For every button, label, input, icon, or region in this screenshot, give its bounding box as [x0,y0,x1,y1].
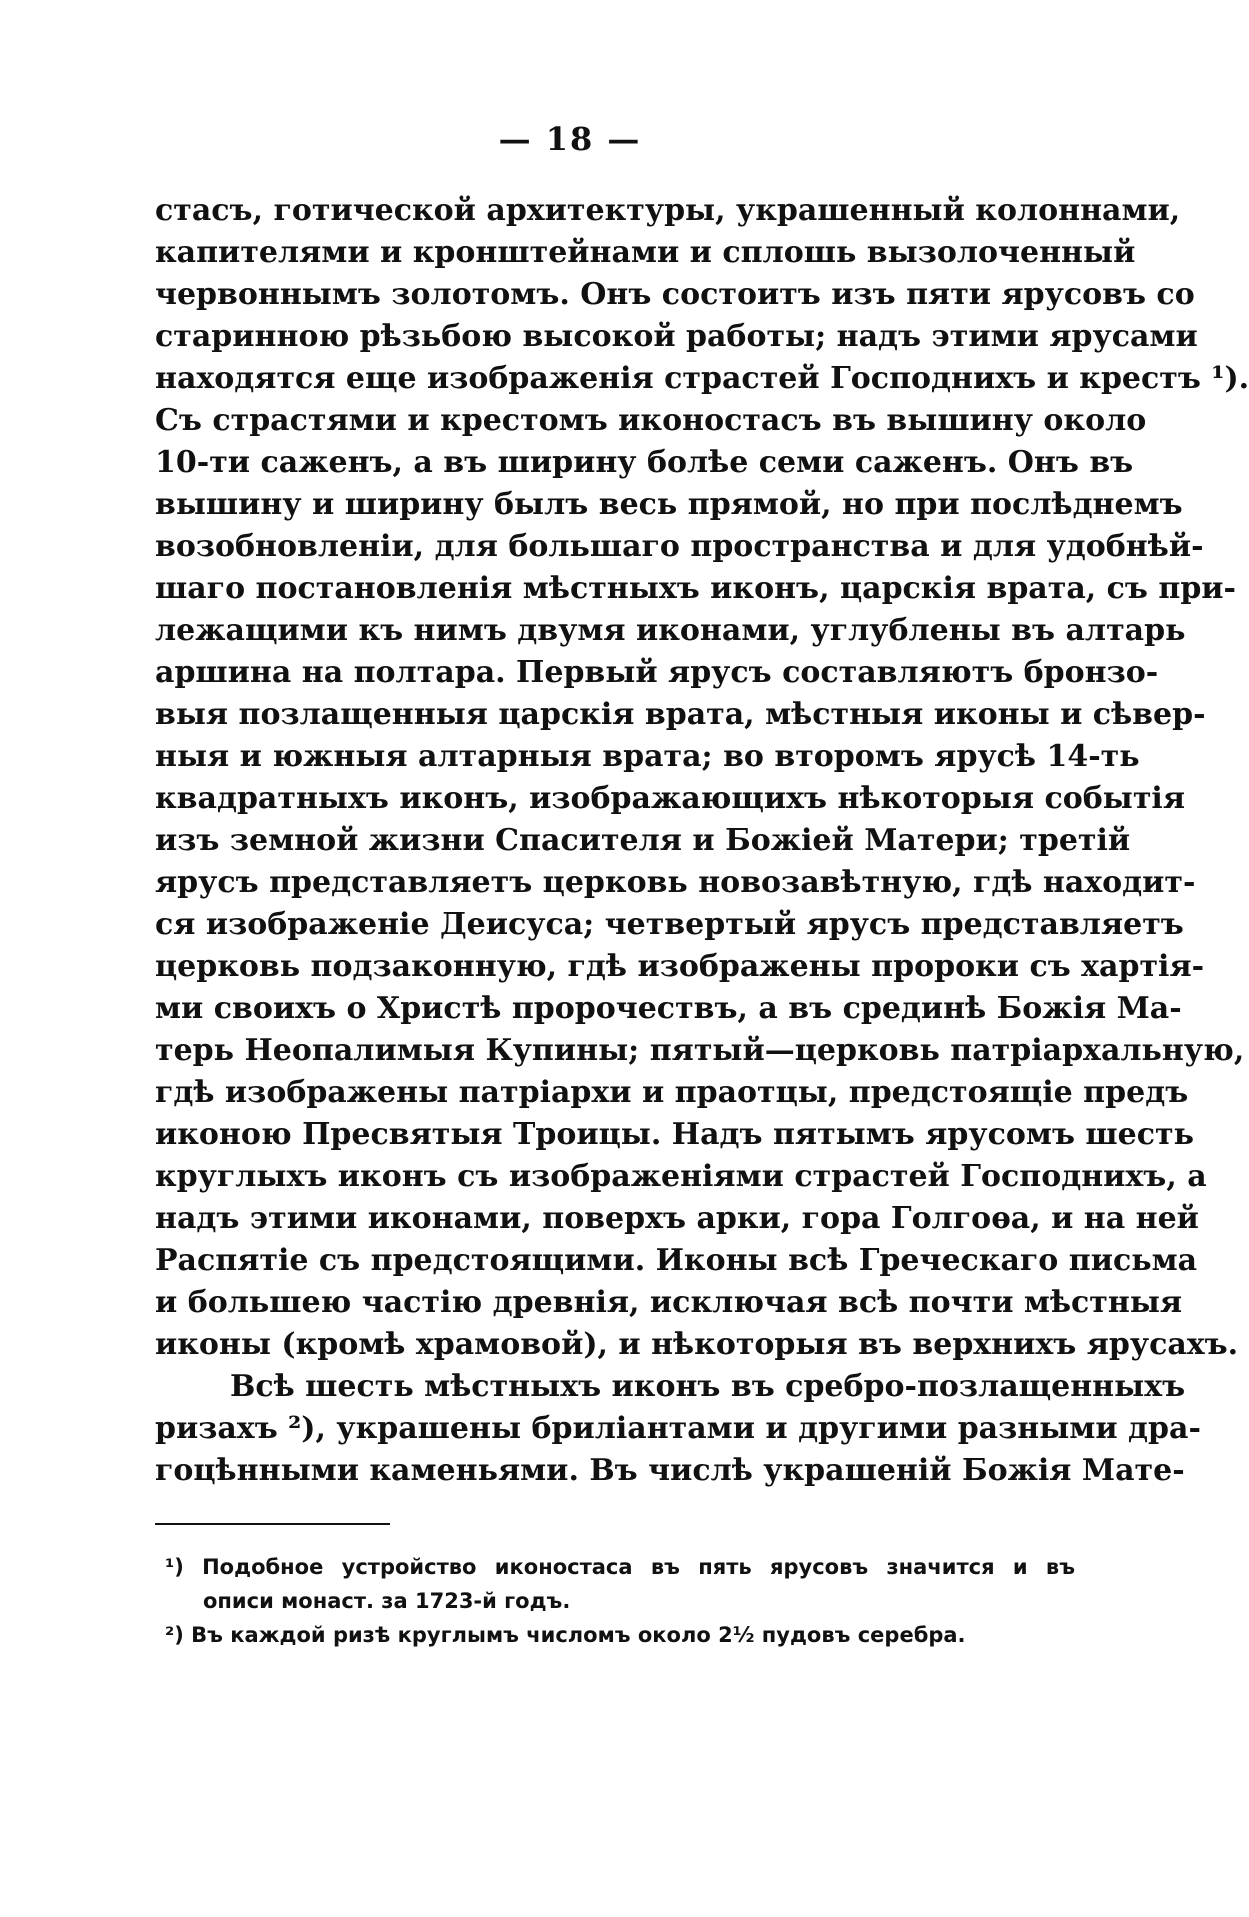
text-line: круглыхъ иконъ съ изображеніями страстей Господнихъ, а [155,1159,1207,1194]
text-line: ми своихъ о Христѣ пророчествъ, а въ срединѣ Божія Ма- [155,991,1182,1026]
footnote-1: ¹) Подобное устройство иконостаса въ пять ярусовъ значится и въ [165,1555,1075,1579]
text-line: ныя и южныя алтарныя врата; во второмъ ярусѣ 14-ть [155,739,1140,774]
text-line: выя позлащенныя царскія врата, мѣстныя иконы и сѣвер- [155,697,1206,732]
text-line: изъ земной жизни Спасителя и Божіей Матери; третій [155,823,1131,858]
footnote-1-continuation: описи монаст. за 1723-й годъ. [203,1589,571,1613]
text-line: возобновленіи, для большаго пространства и для удобнѣй- [155,529,1204,564]
text-line: церковь подзаконную, гдѣ изображены пророки съ хартія- [155,949,1205,984]
body-text [155,190,1249,1492]
text-line: Распятіе съ предстоящими. Иконы всѣ Греческаго письма [155,1243,1198,1278]
text-line: гдѣ изображены патріархи и праотцы, предстоящіе предъ [155,1075,1189,1110]
text-line: капителями и кронштейнами и сплошь вызолоченный [155,235,1136,270]
text-line: квадратныхъ иконъ, изображающихъ нѣкоторыя событія [155,781,1185,816]
text-line: ся изображеніе Деисуса; четвертый ярусъ представляетъ [155,907,1184,942]
text-line: иконою Пресвятыя Троицы. Надъ пятымъ ярусомъ шесть [155,1117,1194,1152]
text-line: 10-ти саженъ, а въ ширину болѣе семи саженъ. Онъ въ [155,445,1134,480]
text-line: Съ страстями и крестомъ иконостасъ въ вышину около [155,403,1147,438]
text-line: шаго постановленія мѣстныхъ иконъ, царскія врата, съ при- [155,571,1237,606]
paragraph-first-line: Всѣ шесть мѣстныхъ иконъ въ сребро-позлащенныхъ [230,1369,1186,1404]
footnote-separator [155,1523,390,1525]
text-line: надъ этими иконами, поверхъ арки, гора Голгоѳа, и на ней [155,1201,1199,1236]
text-line: находятся еще изображенія страстей Господнихъ и крестъ ¹). [155,361,1249,396]
text-line: вышину и ширину былъ весь прямой, но при послѣднемъ [155,487,1183,522]
page-number: — 18 — [498,120,642,158]
text-line: иконы (кромѣ храмовой), и нѣкоторыя въ верхнихъ ярусахъ. [155,1327,1239,1362]
footnotes [165,1550,1075,1652]
text-line: лежащими къ нимъ двумя иконами, углублены въ алтарь [155,613,1186,648]
text-line: аршина на полтара. Первый ярусъ составляютъ бронзо- [155,655,1159,690]
footnote-2: ²) Въ каждой ризѣ круглымъ числомъ около 2½ пудовъ серебра. [165,1623,966,1647]
text-line: ярусъ представляетъ церковь новозавѣтную, гдѣ находит- [155,865,1196,900]
text-line: терь Неопалимыя Купины; пятый—церковь патріархальную, [155,1033,1245,1068]
text-line: и большею частію древнія, исключая всѣ почти мѣстныя [155,1285,1183,1320]
text-line: гоцѣнными каменьями. Въ числѣ украшеній Божія Мате- [155,1453,1185,1488]
text-line: червоннымъ золотомъ. Онъ состоитъ изъ пяти ярусовъ со [155,277,1195,312]
text-line: стасъ, готической архитектуры, украшенный колоннами, [155,193,1181,228]
text-line: ризахъ ²), украшены бриліантами и другими разными дра- [155,1411,1201,1446]
text-line: старинною рѣзьбою высокой работы; надъ этими ярусами [155,319,1198,354]
